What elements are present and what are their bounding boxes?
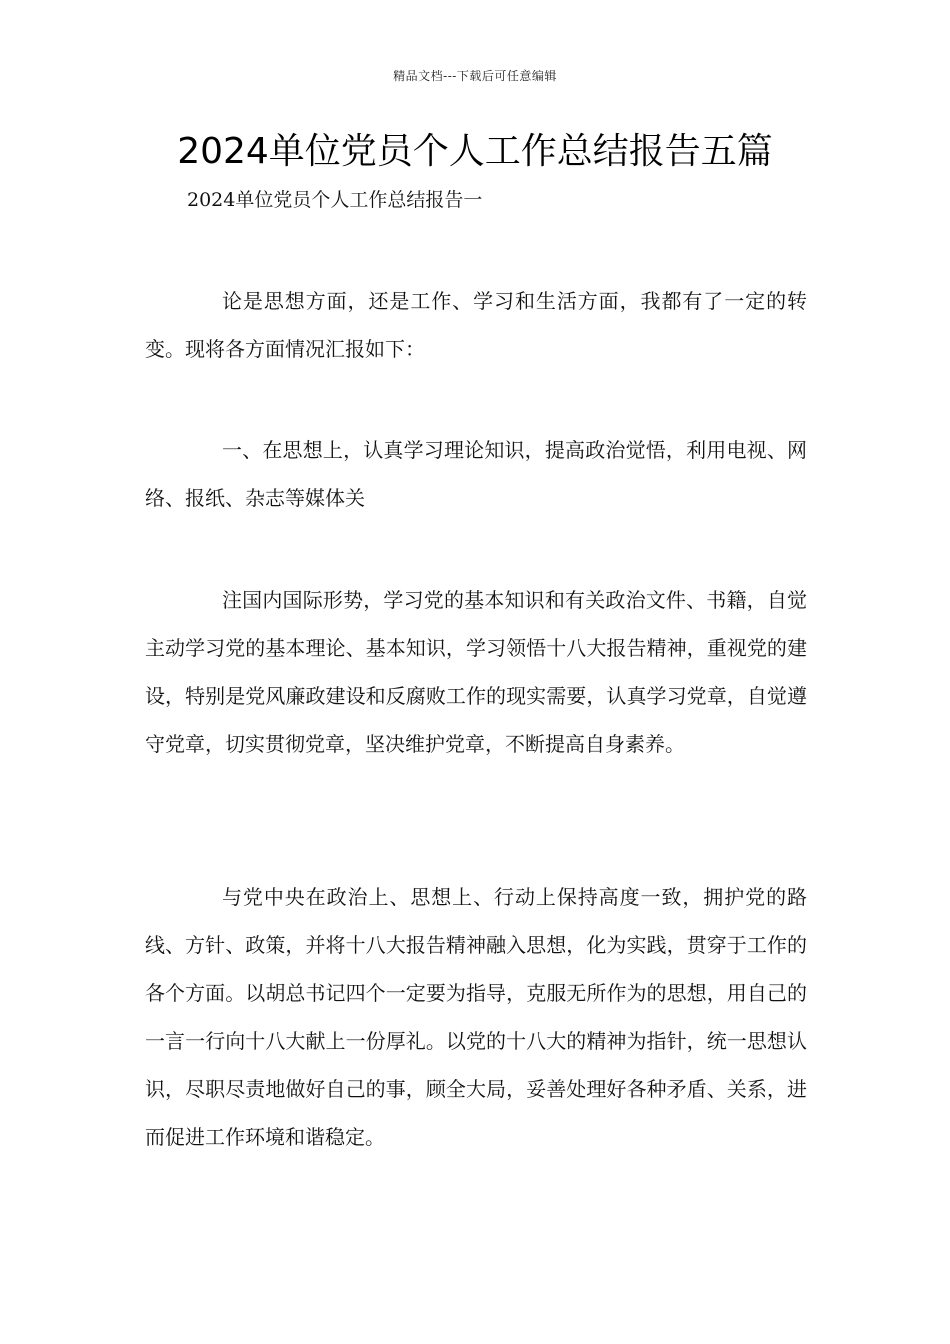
- header-note: 精品文档---下载后可任意编辑: [393, 69, 557, 83]
- paragraph-1: 论是思想方面，还是工作、学习和生活方面，我都有了一定的转变。现将各方面情况汇报如下：: [145, 289, 807, 361]
- paragraph-4: 与党中央在政治上、思想上、行动上保持高度一致，拥护党的路线、方针、政策，并将十八大报告精神融入思想，化为实践，贯穿于工作的各个方面。以胡总书记四个一定要为指导，克服无所作为的思想，用自己的一言一行向十八大献上一份厚礼。以党的十八大的精神为指针，统一思想认识，尽职尽责地做好自己的事，顾全大局，妥善处理好各种矛盾、关系，进而促进工作环境和谐稳定。: [145, 885, 807, 1149]
- document-subtitle: 2024单位党员个人工作总结报告一: [187, 189, 483, 211]
- paragraph-2: 一、在思想上，认真学习理论知识，提高政治觉悟，利用电视、网络、报纸、杂志等媒体关: [145, 438, 807, 510]
- document-title: 2024单位党员个人工作总结报告五篇: [177, 131, 773, 172]
- paragraph-3: 注国内国际形势，学习党的基本知识和有关政治文件、书籍，自觉主动学习党的基本理论、基本知识，学习领悟十八大报告精神，重视党的建设，特别是党风廉政建设和反腐败工作的现实需要，认真学习党章，自觉遵守党章，切实贯彻党章，坚决维护党章，不断提高自身素养。: [145, 588, 807, 756]
